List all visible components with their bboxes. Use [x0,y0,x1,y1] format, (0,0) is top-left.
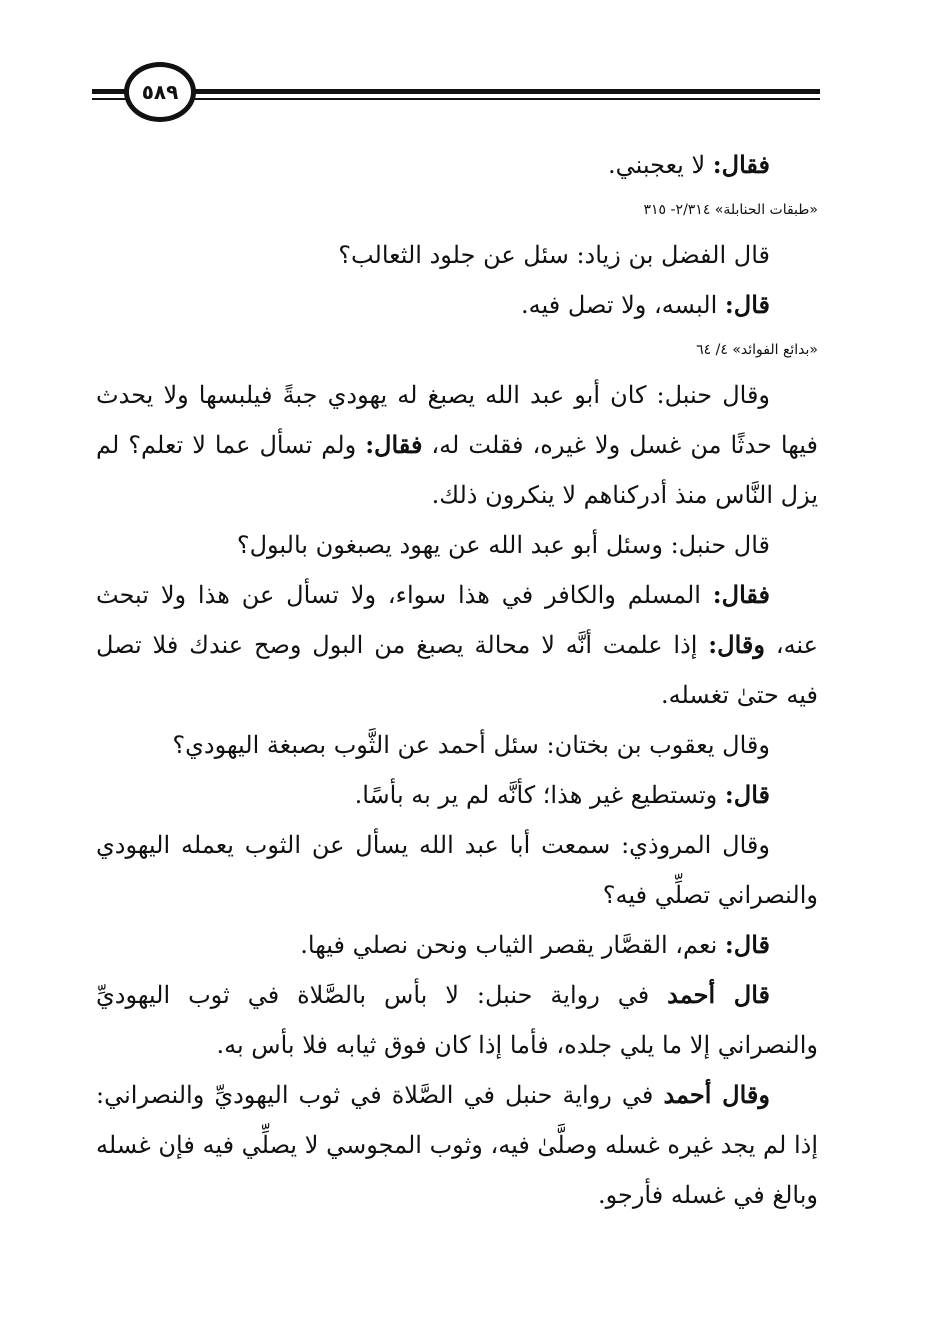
text-line: وقال يعقوب بن بختان: سئل أحمد عن الثَّوب بصبغة اليهودي؟ [172,731,770,759]
text-span: عنه، [764,631,818,659]
source-citation: «بدائع الفوائد» ٤/ ٦٤ [696,342,818,358]
speaker-label: وقال: [708,630,765,659]
header-rule-thin [92,98,820,100]
text-line [96,1070,818,1120]
speaker-label: وقال أحمد [663,1080,770,1109]
text-line: وبالغ في غسله فأرجو. [597,1181,818,1209]
text-line: والنصراني إلا ما يلي جلده، فأما إذا كان فوق ثيابه فلا بأس به. [216,1031,818,1059]
speaker-label: فقال: [712,150,770,179]
text-line: إذا لم يجد غيره غسله وصلَّىٰ فيه، وثوب المجوسي لا يصلِّي فيه فإن غسله [96,1131,818,1159]
source-citation: «طبقات الحنابلة» ٢/٣١٤- ٣١٥ [643,202,818,218]
speaker-label: فقال: [712,580,770,609]
speaker-label: قال: [724,780,770,809]
text-line: وقال حنبل: كان أبو عبد الله يصبغ له يهودي جبةً فيلبسها ولا يحدث [96,381,770,409]
text-line: وقال المروذي: سمعت أبا عبد الله يسأل عن الثوب يعمله اليهودي [96,831,770,859]
text-line: فيه حتىٰ تغسله. [660,681,818,709]
text-span: في رواية حنبل: لا بأس بالصَّلاة في ثوب اليهوديِّ [96,981,668,1009]
text-span: في رواية حنبل في الصَّلاة في ثوب اليهوديِّ والنصراني: [96,1081,664,1109]
text-line [96,570,818,620]
text-span: نعم، القصَّار يقصر الثياب ونحن نصلي فيها. [300,931,725,959]
page-number: ٥٨٩ [141,80,179,104]
page-number-badge [124,62,196,122]
text-line [96,970,818,1020]
text-line [96,420,818,470]
text-line: قال حنبل: وسئل أبو عبد الله عن يهود يصبغون بالبول؟ [236,531,770,559]
text-span: لا يعجبني. [607,151,713,179]
header-rule-thick [92,89,820,94]
text-span: المسلم والكافر في هذا سواء، ولا تسأل عن هذا ولا تبحث [96,581,713,609]
speaker-label: قال: [724,290,770,319]
text-line [96,620,818,670]
text-line [96,140,818,190]
speaker-label: فقال: [365,430,423,459]
text-line: يزل النَّاس منذ أدركناهم لا ينكرون ذلك. [431,481,818,509]
speaker-label: قال أحمد [667,980,770,1009]
text-line: والنصراني تصلِّي فيه؟ [602,881,818,909]
page-body [96,140,818,1220]
text-span: البسه، ولا تصل فيه. [520,291,725,319]
text-span: إذا علمت أنَّه لا محالة يصبغ من البول وصح عندك فلا تصل [96,631,709,659]
text-line [96,770,818,820]
text-span: وتستطيع غير هذا؛ كأنَّه لم ير به بأسًا. [354,781,725,809]
text-line: قال الفضل بن زياد: سئل عن جلود الثعالب؟ [338,241,770,269]
page-header [92,58,820,128]
text-line [96,280,818,330]
text-span: ولم تسأل عما لا تعلم؟ لم [96,431,366,459]
text-span: فيها حدثًا من غسل ولا غيره، فقلت له، [422,431,818,459]
speaker-label: قال: [724,930,770,959]
text-line [96,920,818,970]
